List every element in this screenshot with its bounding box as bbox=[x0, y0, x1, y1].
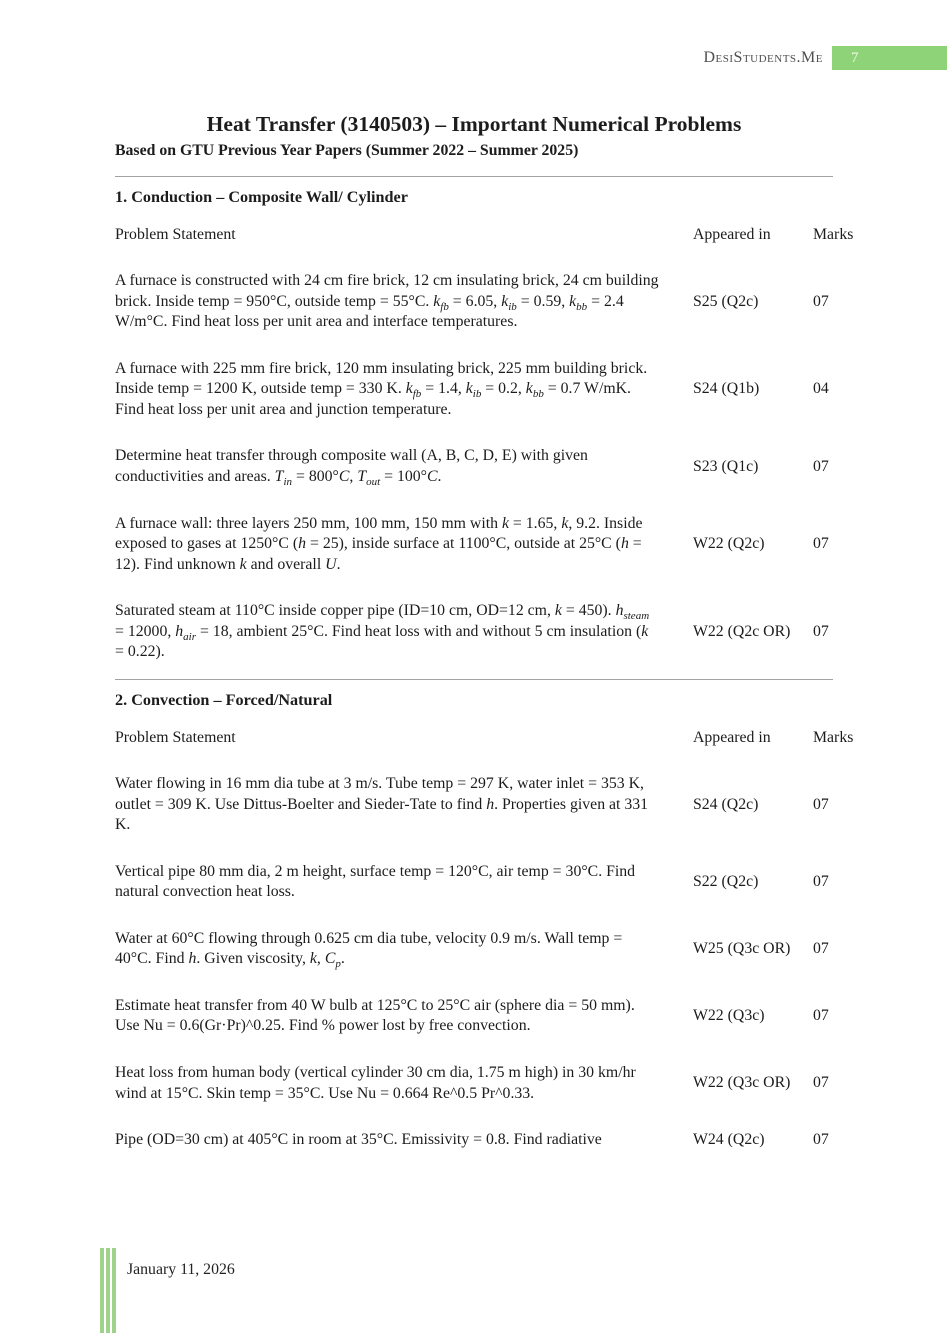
table-row bbox=[115, 996, 860, 1037]
problem-statement-cell: Heat loss from human body (vertical cylinder 30 cm dia, 1.75 m high) in 30 km/hr wind at 15°C. Skin temp = 35°C. Use Nu = 0.664 Re^0.5 Pr^0.33. bbox=[115, 1064, 636, 1102]
table-row bbox=[115, 1130, 860, 1151]
green-bars-decoration bbox=[100, 1248, 118, 1333]
problem-statement-cell: Saturated steam at 110°C inside copper pipe (ID=10 cm, OD=12 cm, k = 450). $h_{steam} = 12000$, $h_{air} = 18$, ambient 25°C. Find heat loss with and without 5 cm insulation (k = 0.22). bbox=[115, 602, 650, 661]
table-row bbox=[115, 446, 860, 487]
table-row bbox=[115, 774, 860, 836]
site-label: DesiStudents.Me bbox=[703, 49, 823, 66]
problem-statement-cell: Water at 60°C flowing through 0.625 cm dia tube, velocity 0.9 m/s. Wall temp = 40°C. Find h. Given viscosity, k, $C_p$. bbox=[115, 929, 623, 971]
appeared-in-cell: S25 (Q2c) bbox=[693, 292, 759, 310]
problem-statement-cell: A furnace is constructed with 24 cm fire brick, 12 cm insulating brick, 24 cm building brick. Inside temp = 950°C, outside temp = 55°C. $k_{fb} = 6.05$, $k_{ib} = 0.59$, $k_{bb} = 2.4$ W/m°C. Find heat loss per unit area and interface temperatures. bbox=[115, 272, 659, 331]
appeared-in-cell: W22 (Q3c OR) bbox=[693, 1074, 791, 1092]
marks-cell: 07 bbox=[813, 1007, 829, 1025]
section-divider bbox=[115, 176, 833, 177]
problem-statement-cell: Water flowing in 16 mm dia tube at 3 m/s. Tube temp = 297 K, water inlet = 353 K, outlet = 309 K. Use Dittus-Boelter and Sieder-Tate to find h. Properties given at 331 K. bbox=[115, 775, 649, 834]
table-row bbox=[115, 359, 860, 421]
page-header bbox=[703, 46, 947, 70]
footer-date: January 11, 2026 bbox=[127, 1261, 235, 1278]
table-row bbox=[115, 1063, 860, 1104]
problem-statement-cell: A furnace wall: three layers 250 mm, 100 mm, 150 mm with k = 1.65, k, 9.2. Inside exposed to gases at 1250°C (h = 25), inside surface at 1100°C, outside at 25°C (h = 12). Find unknown k and overall U. bbox=[115, 514, 643, 573]
table-header-row bbox=[115, 225, 860, 246]
green-bar bbox=[100, 1248, 104, 1333]
appeared-in-cell: W25 (Q3c OR) bbox=[693, 940, 791, 958]
column-header-appeared: Appeared in bbox=[693, 225, 771, 243]
column-header-marks: Marks bbox=[813, 225, 854, 243]
table-row bbox=[115, 514, 860, 576]
marks-cell: 07 bbox=[813, 457, 829, 475]
marks-cell: 07 bbox=[813, 873, 829, 891]
appeared-in-cell: S23 (Q1c) bbox=[693, 457, 759, 475]
marks-cell: 07 bbox=[813, 1131, 829, 1149]
table-row bbox=[115, 929, 860, 970]
appeared-in-cell: S22 (Q2c) bbox=[693, 873, 759, 891]
appeared-in-cell: S24 (Q1b) bbox=[693, 380, 760, 398]
problem-statement-cell: A furnace with 225 mm fire brick, 120 mm insulating brick, 225 mm building brick. Inside temp = 1200 K, outside temp = 330 K. $k_{fb} = 1.4$, $k_{ib} = 0.2$, $k_{bb} = 0.7$ W/mK. Find heat loss per unit area and junction temperature. bbox=[115, 359, 648, 418]
page-number-badge: 7 bbox=[832, 46, 947, 70]
problem-statement-cell: Vertical pipe 80 mm dia, 2 m height, surface temp = 120°C, air temp = 30°C. Find natural convection heat loss. bbox=[115, 862, 636, 901]
section-heading: 2. Convection – Forced/Natural bbox=[115, 690, 333, 709]
marks-cell: 07 bbox=[813, 535, 829, 553]
column-header-problem: Problem Statement bbox=[115, 728, 236, 746]
table-row bbox=[115, 271, 860, 333]
marks-cell: 04 bbox=[813, 380, 829, 398]
table-row bbox=[115, 862, 860, 903]
document-body bbox=[115, 112, 860, 1151]
document-title: Heat Transfer (3140503) – Important Numerical Problems bbox=[206, 112, 742, 136]
table-row bbox=[115, 601, 860, 663]
marks-cell: 07 bbox=[813, 795, 829, 813]
problem-statement-cell: Estimate heat transfer from 40 W bulb at 125°C to 25°C air (sphere dia = 50 mm). Use Nu = 0.6(Gr·Pr)^0.25. Find % power lost by free convection. bbox=[115, 996, 635, 1035]
column-header-marks: Marks bbox=[813, 728, 854, 746]
appeared-in-cell: W22 (Q3c) bbox=[693, 1007, 765, 1025]
green-bar bbox=[106, 1248, 110, 1333]
appeared-in-cell: W22 (Q2c OR) bbox=[693, 622, 791, 640]
marks-cell: 07 bbox=[813, 940, 829, 958]
section-heading: 1. Conduction – Composite Wall/ Cylinder bbox=[115, 187, 408, 206]
document-subtitle: Based on GTU Previous Year Papers (Summer 2022 – Summer 2025) bbox=[115, 141, 579, 159]
marks-cell: 07 bbox=[813, 292, 829, 310]
marks-cell: 07 bbox=[813, 1074, 829, 1092]
column-header-problem: Problem Statement bbox=[115, 225, 236, 243]
column-header-appeared: Appeared in bbox=[693, 728, 771, 746]
appeared-in-cell: W22 (Q2c) bbox=[693, 535, 765, 553]
green-bar bbox=[112, 1248, 116, 1333]
appeared-in-cell: W24 (Q2c) bbox=[693, 1131, 765, 1149]
table-header-row bbox=[115, 728, 860, 749]
sections-container bbox=[115, 176, 860, 1151]
marks-cell: 07 bbox=[813, 622, 829, 640]
problem-statement-cell: Pipe (OD=30 cm) at 405°C in room at 35°C. Emissivity = 0.8. Find radiative bbox=[115, 1131, 602, 1149]
problem-statement-cell: Determine heat transfer through composite wall (A, B, C, D, E) with given conductivities and areas. $T_{in} = 800^\circ C$, $T_{out} = 100^\circ C$. bbox=[115, 447, 588, 489]
section-divider bbox=[115, 679, 833, 680]
appeared-in-cell: S24 (Q2c) bbox=[693, 795, 759, 813]
